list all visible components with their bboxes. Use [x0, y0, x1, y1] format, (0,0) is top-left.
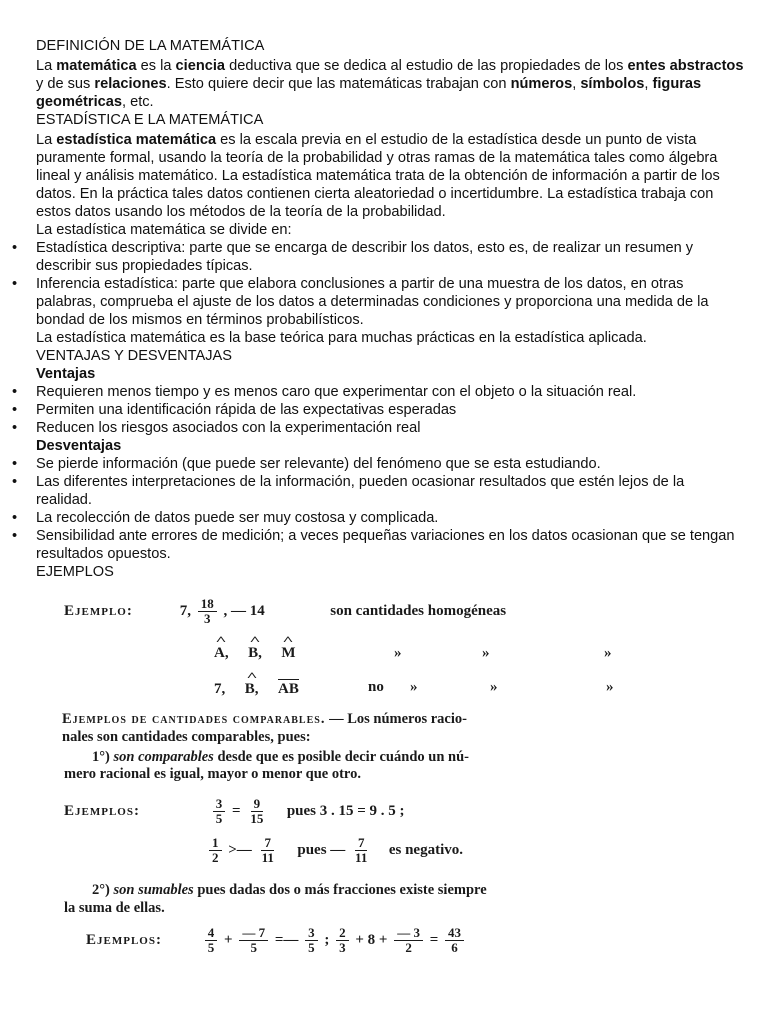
operator: + 8 + [355, 931, 388, 948]
example-row-angles [214, 645, 612, 662]
ditto-mark: » [490, 679, 498, 695]
list-item: • Las diferentes interpretaciones de la información, pueden ocasionar resultados que estén lejos de la realidad. [0, 473, 744, 509]
example-sum [86, 926, 467, 955]
comparables-paragraph [62, 710, 467, 746]
property-2-cont [64, 900, 165, 917]
list-item: • Reducen los riesgos asociados con la experimentación real [0, 419, 744, 437]
ditto-mark: » [410, 679, 418, 695]
fraction [259, 836, 277, 865]
item-number: 2°) [92, 882, 110, 898]
separator: ; [324, 931, 330, 948]
emphasis: son sumables [113, 882, 194, 898]
denominator: 6 [451, 940, 458, 955]
text: nales son cantidades comparables, pues: [62, 729, 311, 745]
statement: son cantidades homogéneas [330, 602, 507, 619]
examples-label: Ejemplos: [64, 802, 140, 819]
document-body [36, 37, 744, 581]
bold-term: relaciones [94, 76, 167, 92]
text: pues 3 . 15 = 9 . 5 ; [286, 802, 405, 819]
examples-label: Ejemplos: [86, 931, 162, 948]
value: ^ M [281, 645, 295, 662]
subheading-desventajas: Desventajas [36, 438, 122, 454]
bold-term: símbolos [580, 76, 645, 92]
fraction [213, 797, 226, 826]
numerator: 7 [355, 836, 368, 851]
value: 7, [214, 681, 226, 697]
text-run: , [572, 76, 581, 92]
operator: + [224, 931, 233, 948]
list-item: • Permiten una identificación rápida de las expectativas esperadas [0, 401, 744, 419]
denominator: 2 [405, 940, 412, 955]
fraction [205, 926, 218, 955]
fraction [198, 597, 217, 626]
list-item: • Estadística descriptiva: parte que se encarga de describir los datos, esto es, de realizar un resumen y describir sus propiedades típicas. [0, 239, 744, 275]
example-label: Ejemplo: [64, 602, 133, 619]
paragraph-closing: La estadística matemática es la base teórica para muchas prácticas en la estadística aplicada. [36, 330, 647, 346]
list-item: • Requieren menos tiempo y es menos caro que experimentar con el objeto o la situación real. [0, 383, 744, 401]
comparables-label: Ejemplos de cantidades comparables. [62, 711, 326, 727]
item-number: 1°) [92, 749, 110, 765]
paragraph-divide: La estadística matemática se divide en: [36, 222, 292, 238]
denominator: 15 [250, 811, 264, 826]
numerator: — 7 [239, 926, 268, 941]
fraction [394, 926, 423, 955]
list-ventajas [0, 383, 744, 437]
list-item: • Inferencia estadística: parte que elabora conclusiones a partir de una muestra de los datos, en otras palabras, comprueba el ajuste de los datos a determinadas condiciones y proporciona una medida de la bondad de los mismos en términos probabilísticos. [0, 275, 744, 329]
numerator: 3 [305, 926, 318, 941]
denominator: 2 [212, 850, 219, 865]
text-run: La [36, 58, 57, 74]
value: ^ A, [214, 645, 229, 662]
text: mero racional es igual, mayor o menor que otro. [64, 766, 361, 782]
denominator: 5 [308, 940, 315, 955]
numerator: 1 [209, 836, 222, 851]
property-1-cont [64, 766, 361, 783]
example-row-no-homogeneas [214, 679, 614, 698]
numerator: 7 [261, 836, 274, 851]
denominator: 5 [207, 940, 215, 955]
operator: >— [228, 841, 252, 858]
paragraph-definicion [36, 57, 744, 111]
ditto-mark: » [606, 679, 614, 695]
text-run: deductiva que se dedica al estudio de las propiedades de los [225, 58, 628, 74]
example-equality [64, 797, 405, 826]
fraction [336, 926, 349, 955]
denominator: 11 [261, 850, 274, 865]
text: desde que es posible decir cuándo un nú- [213, 749, 469, 765]
denominator: 5 [215, 811, 223, 826]
numerator: — 3 [394, 926, 423, 941]
text-run: , [644, 76, 653, 92]
value: ^ B, [248, 645, 262, 662]
fraction [445, 926, 464, 955]
numerator: 18 [198, 597, 217, 612]
text-run: es la escala previa en el estudio de la estadística desde un punto de vista puramente formal, usando la teoría de la probabilidad y otras ramas de la matemática tales como álgebra lineal y análisis matemático. La estadística matemática trata de la obtención de información a partir de los datos. En la práctica tales datos contienen cierta aleatoriedad o incertidumbre. La estadística trabaja con estos datos usando los métodos de la teoría de la probabilidad. [36, 132, 720, 220]
text: pues dadas dos o más fracciones existe siempre [193, 882, 487, 898]
list-divisiones [0, 239, 744, 329]
emphasis: son comparables [113, 749, 214, 765]
section-title-ventajas-desventajas: VENTAJAS Y DESVENTAJAS [36, 348, 232, 364]
property-2 [92, 882, 487, 899]
list-item: • Sensibilidad ante errores de medición; a veces pequeñas variaciones en los datos ocasionan que se tengan resultados opuestos. [0, 527, 744, 563]
section-title-definicion: DEFINICIÓN DE LA MATEMÁTICA [36, 38, 265, 54]
bold-term: entes abstractos [627, 58, 744, 74]
numerator: 2 [336, 926, 349, 941]
ditto-mark: » [604, 645, 612, 661]
fraction [247, 797, 266, 826]
text: la suma de ellas. [64, 900, 165, 916]
text-run: es la [136, 58, 176, 74]
example-inequality [206, 836, 463, 865]
list-desventajas [0, 455, 744, 563]
text-run: La [36, 132, 57, 148]
subheading-ventajas: Ventajas [36, 366, 96, 382]
denominator: 5 [250, 940, 257, 955]
ditto-mark: » [394, 645, 402, 661]
bold-term: ciencia [175, 58, 226, 74]
fraction [239, 926, 268, 955]
fraction [352, 836, 370, 865]
value: ^ B, [245, 681, 259, 698]
numerator: 4 [205, 926, 218, 941]
fraction [209, 836, 222, 865]
operator: = [429, 931, 439, 948]
value: , — 14 [223, 602, 265, 619]
bold-term: matemática [56, 58, 137, 74]
numerator: 9 [251, 797, 264, 812]
text: pues — [297, 841, 346, 858]
numerator: 3 [213, 797, 226, 812]
denominator: 11 [355, 850, 368, 865]
list-item: • La recolección de datos puede ser muy costosa y complicada. [0, 509, 744, 527]
section-title-estadistica: ESTADÍSTICA E LA MATEMÁTICA [36, 112, 264, 128]
text-run: , etc. [121, 94, 154, 110]
bold-term: estadística matemática [56, 132, 217, 148]
bold-term: figuras geométricas [36, 76, 702, 110]
scanned-examples [64, 593, 724, 968]
numerator: 43 [445, 926, 464, 941]
property-1 [92, 748, 469, 766]
ditto-mark: » [482, 645, 490, 661]
list-item: • Se pierde información (que puede ser relevante) del fenómeno que se esta estudiando. [0, 455, 744, 473]
bold-term: números [510, 76, 573, 92]
value: AB [278, 681, 299, 697]
text-run: y de sus [36, 76, 95, 92]
section-title-ejemplos: EJEMPLOS [36, 564, 114, 580]
operator: =— [274, 931, 299, 948]
text-run: . Esto quiere decir que las matemáticas trabajan con [166, 76, 511, 92]
paragraph-estadistica [36, 131, 744, 221]
text: es negativo. [388, 841, 464, 858]
fraction [305, 926, 318, 955]
denominator: 3 [204, 611, 211, 626]
operator: = [232, 802, 241, 819]
denominator: 3 [339, 940, 346, 955]
text: — Los números racio- [325, 711, 467, 727]
negation: no [368, 679, 384, 695]
value: 7, [179, 602, 191, 619]
example-row-homogeneas [64, 597, 506, 626]
